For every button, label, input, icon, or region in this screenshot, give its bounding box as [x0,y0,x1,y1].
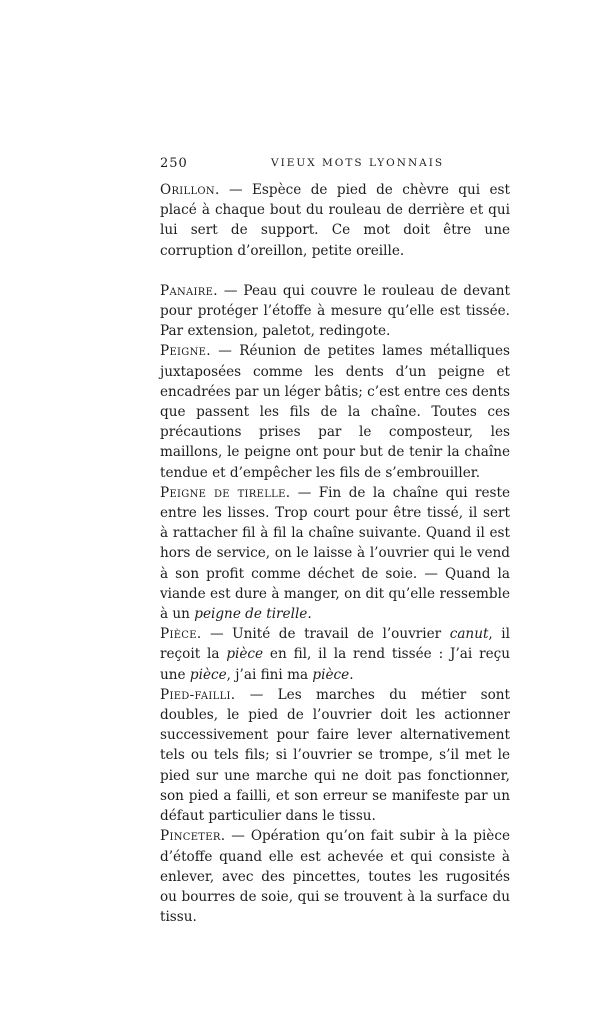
entry-headword: Panaire. [160,282,218,299]
entry-italic-term: pièce [312,666,350,683]
entry-text-end: . [307,606,312,623]
entry-text: — Réunion de petites lames métalliques juxtaposées comme les dents d’un peigne et encadrées par un léger bâtis; c’est entre ces dents que passent les fils de la chaîne. Toutes ces précautions prises par le composteur, les maillons, le peigne ont pour but de tenir la chaîne tendue et d’empêcher les fils de s’embrouiller. [160,343,510,481]
entry-text: — Fin de la chaîne qui reste entre les lisses. Trop court pour être tissé, il sert à rattacher fil à fil la chaîne suivante. Quand il est hors de service, on le laisse à l’ouvrier qui le vend à son profit comme déchet de soie. — Quand la viande est dure à manger, on dit qu’elle ressemble à un [160,484,510,623]
entry-headword: Orillon. [160,182,220,198]
entry-italic-term: pièce [226,646,264,663]
entry-headword: Pièce. [160,626,202,643]
entry-text-part: en fil, il la rend tissée : J’ai reçu une [160,646,510,683]
entry-peigne-de-tirelle [160,483,510,624]
entry-text-part: — Unité de travail de l’ouvrier [201,626,450,643]
entry-panaire [160,281,510,342]
entry-orillon [160,180,510,261]
entry-text-part: . [349,666,354,683]
entry-text: — Opération qu’on fait subir à la pièce d’étoffe quand elle est achevée et qui consiste à enlever, avec des pincettes, toutes les rugosités ou bourres de soie, qui se trouvent à la surface du tissu. [160,828,510,926]
entry-headword: Pied-failli. [160,686,236,703]
page-header [160,156,510,176]
entry-pinceter [160,826,510,927]
entry-italic-term: canut [449,626,489,643]
entry-text-part: , j’ai fini ma [226,666,313,683]
entry-pied-failli [160,685,510,826]
body-text [160,180,510,927]
entry-italic-term: peigne de tirelle [194,606,308,623]
entry-italic-term: pièce [189,666,227,683]
running-title: VIEUX MOTS LYONNAIS [271,157,445,169]
entry-piece [160,624,510,685]
entry-text: — Les marches du métier sont doubles, le pied de l’ouvrier doit les actionner successivement pour faire lever alternativement tels ou tels fils; si l’ouvrier se trompe, s’il met le pied sur une marche qui ne doit pas fonctionner, son pied a failli, et son erreur se manifeste par un défaut particulier dans le tissu. [160,686,510,825]
page-number: 250 [160,156,188,171]
entry-text: — Peau qui couvre le rouleau de devant pour protéger l’étoffe à mesure qu’elle est tissée. Par extension, paletot, redingote. [160,282,510,340]
entry-headword: Pinceter. [160,828,226,845]
entry-headword: Peigne de tirelle. [160,484,291,501]
entry-peigne [160,341,510,482]
entry-headword: Peigne. [160,343,211,360]
entry-text: — Espèce de pied de chèvre qui est placé à chaque bout du rouleau de derrière et qui lui sert de support. Ce mot doit être une corruption d’oreillon, petite oreille. [160,182,510,259]
entry-text-part: , il reçoit la [160,626,510,663]
